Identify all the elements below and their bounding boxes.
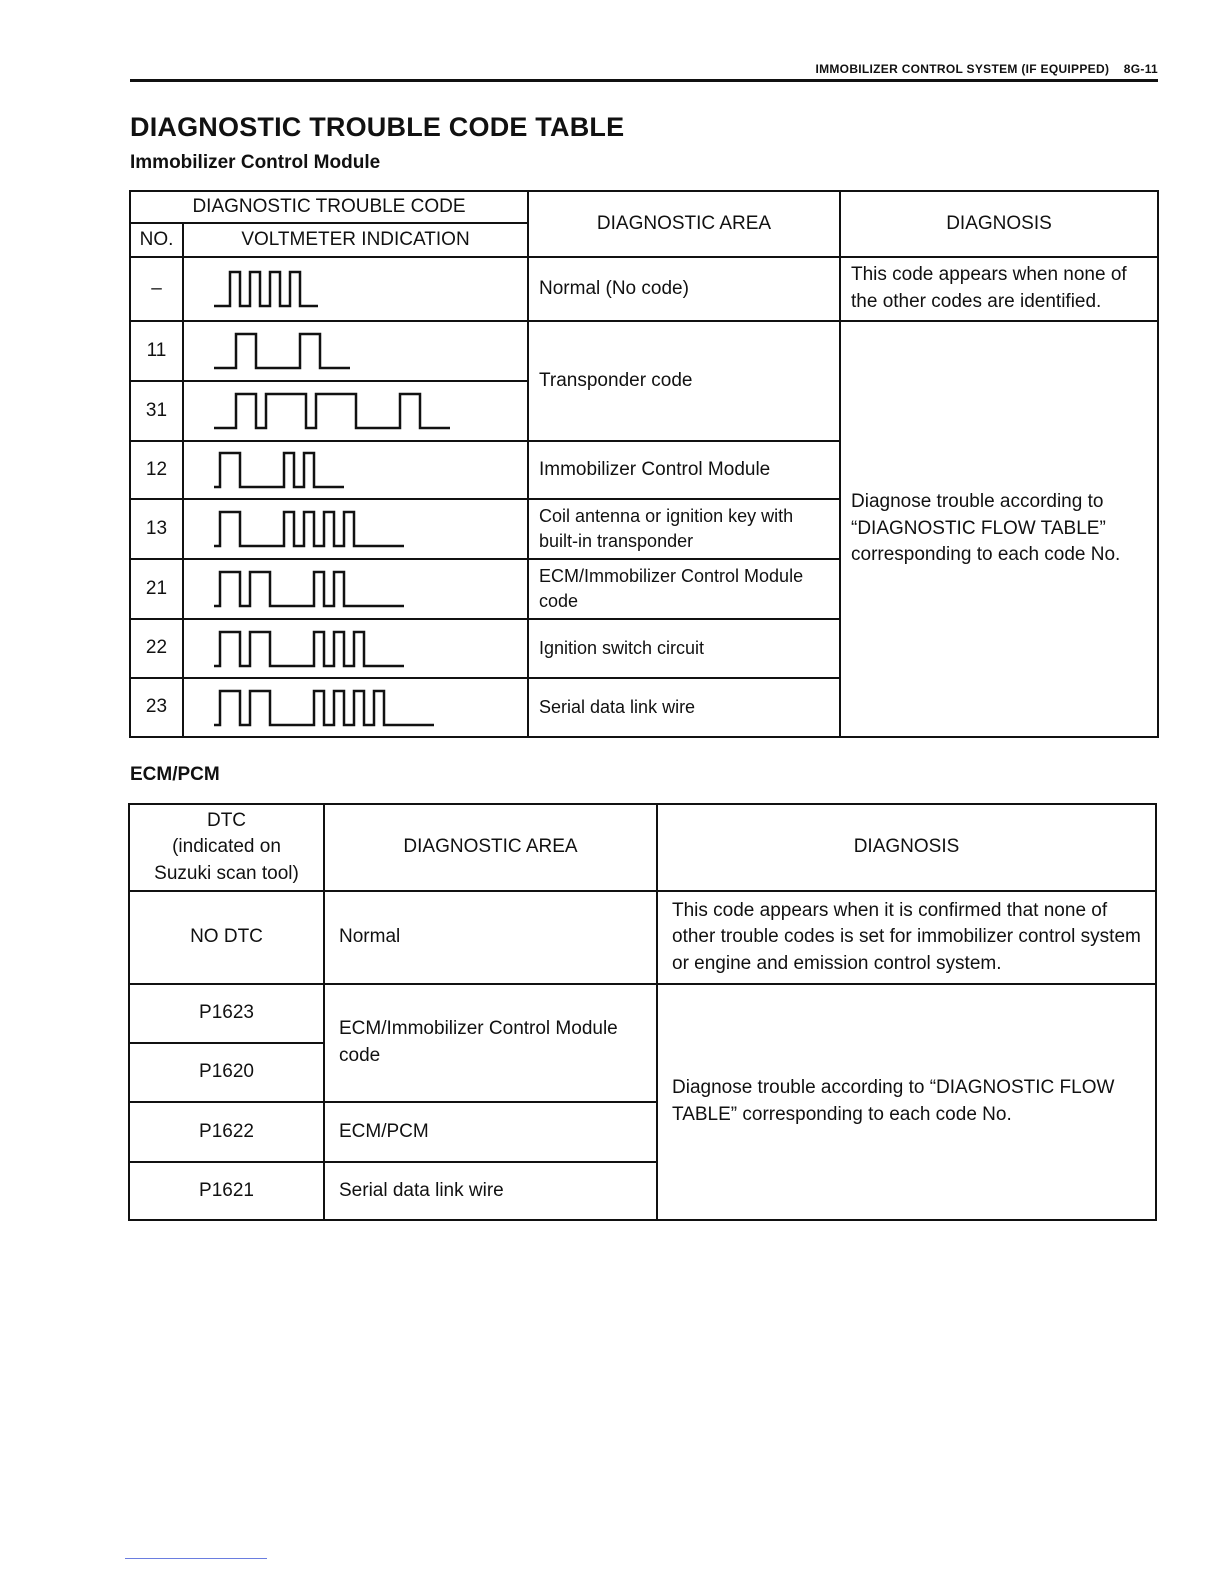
section-title-immobilizer: Immobilizer Control Module	[130, 152, 381, 173]
header-diagnostic-area: DIAGNOSTIC AREA	[528, 191, 840, 257]
pulse-waveform-normal	[214, 266, 514, 312]
voltmeter-waveform	[183, 559, 528, 619]
diagnostic-area: Serial data link wire	[528, 678, 840, 737]
dtc-code: NO DTC	[129, 891, 324, 984]
dtc-code: P1621	[129, 1162, 324, 1220]
code-no: 11	[130, 321, 183, 381]
diagnostic-area: Normal	[324, 891, 657, 984]
diagnostic-area: Coil antenna or ignition key with built-in transponder	[528, 499, 840, 559]
header-voltmeter: VOLTMETER INDICATION	[183, 223, 528, 257]
voltmeter-waveform	[183, 678, 528, 737]
code-no: –	[130, 257, 183, 321]
diagnostic-area: ECM/Immobilizer Control Module code	[528, 559, 840, 619]
diagnosis-text: This code appears when it is confirmed that none of other trouble codes is set for immobilizer control system or engine and emission control system.	[657, 891, 1156, 984]
page-number: 8G-11	[1123, 62, 1158, 76]
diagnostic-area: Transponder code	[528, 321, 840, 441]
voltmeter-waveform	[183, 381, 528, 441]
code-no: 31	[130, 381, 183, 441]
voltmeter-waveform	[183, 499, 528, 559]
header-dtc-line1: DTC	[206, 809, 247, 831]
pulse-waveform-31	[214, 388, 514, 434]
diagnosis-text: This code appears when none of the other codes are identified.	[840, 257, 1158, 321]
pulse-waveform-11	[214, 328, 514, 374]
table-row	[129, 891, 1156, 984]
pulse-waveform-23	[214, 685, 514, 731]
diagnostic-area: Ignition switch circuit	[528, 619, 840, 678]
header-no: NO.	[130, 223, 183, 257]
table-row	[130, 257, 1158, 321]
diagnostic-area: ECM/PCM	[324, 1102, 657, 1162]
table-row	[129, 984, 1156, 1043]
footer-rule	[125, 1558, 267, 1559]
dtc-code: P1620	[129, 1043, 324, 1102]
voltmeter-waveform	[183, 619, 528, 678]
pulse-waveform-22	[214, 626, 514, 672]
pulse-waveform-12	[214, 447, 514, 493]
diagnostic-area: Normal (No code)	[528, 257, 840, 321]
diagnostic-area: Immobilizer Control Module	[528, 441, 840, 499]
header-dtc-line3: Suzuki scan tool)	[154, 862, 299, 884]
code-no: 22	[130, 619, 183, 678]
table-row	[130, 321, 1158, 381]
code-no: 13	[130, 499, 183, 559]
page-title: DIAGNOSTIC TROUBLE CODE TABLE	[130, 112, 625, 142]
header-diagnosis: DIAGNOSIS	[657, 804, 1156, 891]
immobilizer-dtc-table	[129, 190, 1159, 738]
voltmeter-waveform	[183, 441, 528, 499]
dtc-code: P1623	[129, 984, 324, 1043]
code-no: 21	[130, 559, 183, 619]
header-dtc	[129, 804, 324, 891]
pulse-waveform-13	[214, 506, 514, 552]
shared-diagnosis-text: Diagnose trouble according to “DIAGNOSTIC FLOW TABLE” corresponding to each code No.	[657, 984, 1156, 1220]
header-dtc: DIAGNOSTIC TROUBLE CODE	[130, 191, 528, 223]
code-no: 23	[130, 678, 183, 737]
diagnostic-area: ECM/Immobilizer Control Module code	[324, 984, 657, 1102]
ecm-pcm-dtc-table	[128, 803, 1157, 1221]
shared-diagnosis-text: Diagnose trouble according to “DIAGNOSTIC FLOW TABLE” corresponding to each code No.	[840, 321, 1158, 737]
section-title-ecm-pcm: ECM/PCM	[130, 764, 220, 785]
header-diagnosis: DIAGNOSIS	[840, 191, 1158, 257]
code-no: 12	[130, 441, 183, 499]
header-diagnostic-area: DIAGNOSTIC AREA	[324, 804, 657, 891]
voltmeter-waveform	[183, 321, 528, 381]
header-rule	[130, 79, 1158, 82]
running-header-title: IMMOBILIZER CONTROL SYSTEM (IF EQUIPPED)	[815, 62, 1110, 76]
pulse-waveform-21	[214, 566, 514, 612]
running-header	[130, 62, 1158, 76]
diagnostic-area: Serial data link wire	[324, 1162, 657, 1220]
dtc-code: P1622	[129, 1102, 324, 1162]
voltmeter-waveform	[183, 257, 528, 321]
header-dtc-line2: (indicated on	[172, 836, 281, 858]
